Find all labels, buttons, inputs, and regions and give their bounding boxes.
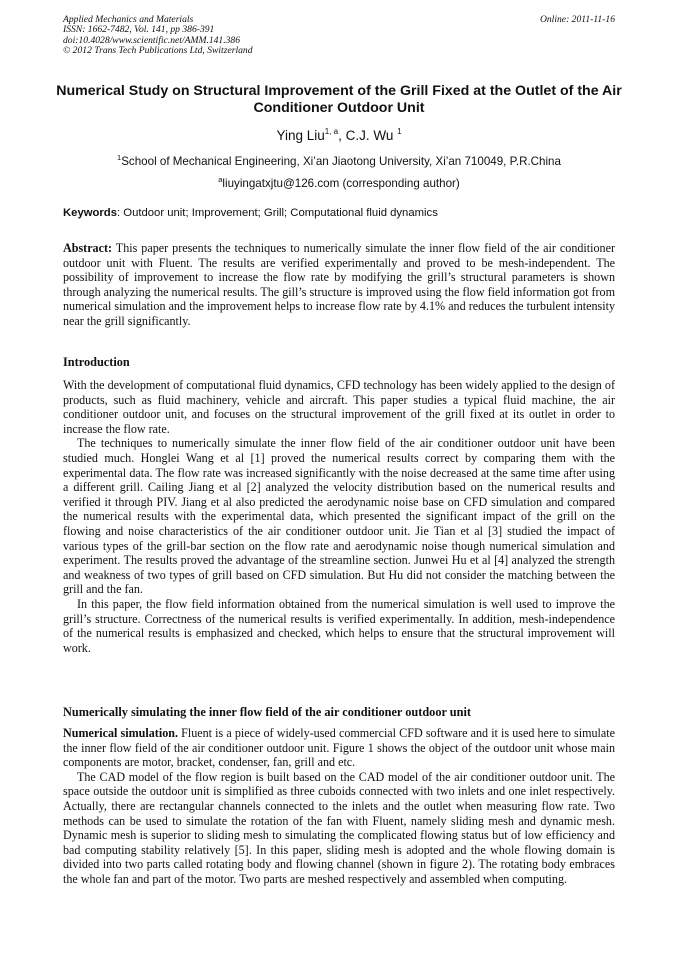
- keywords: [63, 206, 615, 220]
- journal-name: Applied Mechanics and Materials: [63, 14, 194, 25]
- simulation-body: [63, 726, 615, 887]
- keywords-text: : Outdoor unit; Improvement; Grill; Computational fluid dynamics: [117, 207, 438, 219]
- simulation-paragraph-1: Fluent is a piece of widely-used commercial CFD software and it is used here to simulate the inner flow field of the air conditioner outdoor unit. Figure 1 shows the object of the outdoor unit whose main components are motor, bracket, condenser, fan, grill and etc.: [63, 726, 615, 770]
- journal-header: [63, 15, 615, 57]
- abstract-label: Abstract:: [63, 241, 113, 255]
- abstract: [63, 241, 615, 329]
- author-1: Ying Liu: [276, 128, 325, 143]
- introduction-heading: Introduction: [63, 355, 130, 369]
- paper-title: Numerical Study on Structural Improvement of the Grill Fixed at the Outlet of the Air Conditioner Outdoor Unit: [56, 83, 622, 116]
- copyright-line: © 2012 Trans Tech Publications Ltd, Switzerland: [63, 45, 253, 57]
- affiliation: [0, 151, 678, 169]
- author-separator: ,: [338, 128, 346, 143]
- intro-paragraph: The techniques to numerically simulate the inner flow field of the air conditioner outdoor unit have been studied much. Honglei Wang et al [1] proved the numerical results correct by comparing them with the experimental data. The flow rate was increased significantly with the noise decreased at the same time after using a different grill. Cailing Jiang et al [2] analyzed the velocity distribution based on the numerical results and verified it through PIV. Jiang et al also predicted the aerodynamic noise base on CFD simulation and compared the numerical results with the experimental data, which presented the significant impact of the grill on the flowing and noise characteristics of the air conditioner outdoor unit. Jie Tian et al [3] studied the impact of various types of the grill-bar section on the flow rate and aerodynamic noise though numerical simulation and experiment. The results proved the advantage of the streamline section. Junwei Hu et al [4] analyzed the strength and weakness of two types of grill based on CFD simulation. But Hu did not consider the matching between the grill and the fan.: [63, 436, 615, 597]
- author-1-affil-sup: 1, a: [324, 127, 339, 136]
- author-2-affil-sup: 1: [397, 127, 402, 136]
- online-date: Online: 2011-11-16: [539, 14, 615, 25]
- issn-line: ISSN: 1662-7482, Vol. 141, pp 386-391: [63, 24, 215, 36]
- email-sup: a: [218, 175, 223, 184]
- intro-paragraph: With the development of computational fluid dynamics, CFD technology has been widely applied to the design of products, such as fluid machinery, vehicle and aircraft. This paper studies a typical fluid machine, the air conditioner outdoor unit, and focuses on the structural improvement of the grill fixed at its outlet in order to increase the flow rate.: [63, 378, 615, 436]
- author-line: [0, 124, 678, 144]
- affiliation-sup: 1: [117, 153, 122, 162]
- corresponding-email: [0, 173, 678, 191]
- simulation-lead: Numerical simulation.: [63, 726, 178, 740]
- simulation-heading: Numerically simulating the inner flow field of the air conditioner outdoor unit: [63, 705, 471, 719]
- affiliation-text: School of Mechanical Engineering, Xi’an Jiaotong University, Xi’an 710049, P.R.China: [121, 155, 561, 168]
- doi-line[interactable]: doi:10.4028/www.scientific.net/AMM.141.386: [63, 34, 241, 46]
- simulation-paragraph-2: The CAD model of the flow region is built based on the CAD model of the air conditioner outdoor unit. The space outside the outdoor unit is simplified as three cuboids connected with two inlets and one inlet respectively. Actually, there are rectangular channels connected to the inlets and the outlet when measuring flow rate. Two methods can be used to simulate the rotation of the fan with Fluent, namely sliding mesh and dynamic mesh. Dynamic mesh is superior to sliding mesh to simulating the complicated flowing status but of low efficiency and bad computing stability relatively [5]. In this paper, sliding mesh is adopted and the whole flowing domain is divided into two parts called rotating body and flowing channel (shown in figure 2). The rotating body embraces the whole fan and part of the motor. Two parts are meshed respectively and assembled when computing.: [63, 769, 615, 886]
- email-text[interactable]: liuyingatxjtu@126.com (corresponding author): [222, 177, 460, 190]
- author-2: C.J. Wu: [345, 128, 398, 143]
- introduction-body: [63, 378, 615, 655]
- abstract-text: This paper presents the techniques to numerically simulate the inner flow field of the air conditioner outdoor unit with Fluent. The results are verified experimentally and proved to be mesh-independent. The possibility of improvement to increase the flow rate by modifying the grill’s structural parameters is shown through analyzing the numerical results. The gill’s structure is improved using the flow field information got from numerical simulation and the improvement helps to increase flow rate by 4.1% and reduces the turbulent intensity near the grill significantly.: [63, 241, 615, 328]
- keywords-label: Keywords: [63, 207, 117, 219]
- intro-paragraph: In this paper, the flow field information obtained from the numerical simulation is well used to improve the grill’s structure. Correctness of the numerical results is verified experimentally. In addition, mesh-independence of the numerical results is emphasized and checked, which helps to ensure that the structural improvement will work.: [63, 596, 615, 655]
